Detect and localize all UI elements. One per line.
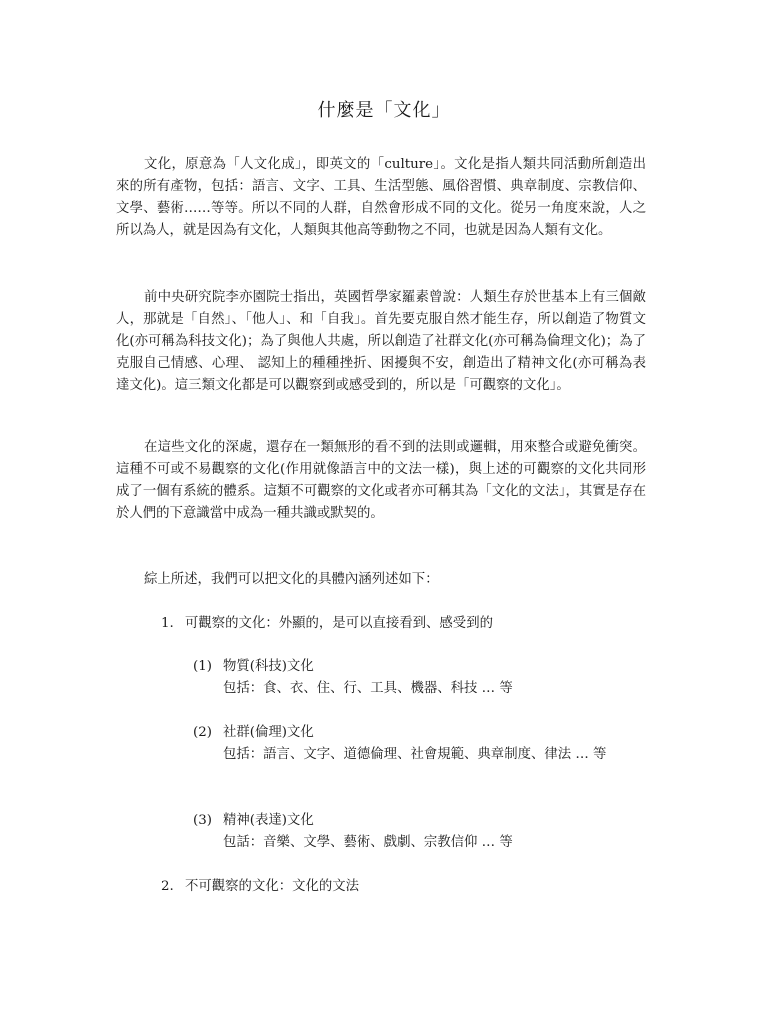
- subitem-name: 精神(表達)文化: [223, 813, 314, 828]
- list-item-unobservable-culture: [161, 876, 359, 898]
- paragraph-summary-intro: 綜上所述，我們可以把文化的具體內涵列述如下：: [144, 572, 439, 587]
- list-number: 1.: [161, 616, 174, 631]
- list-number: 2.: [161, 879, 174, 894]
- subitem-name: 物質(科技)文化: [223, 659, 314, 674]
- subitem-material-culture: [193, 656, 653, 700]
- page-title: 什麼是「文化」: [317, 100, 451, 121]
- subitem-number: (1): [193, 659, 212, 674]
- list-item-text: 可觀察的文化：外顯的，是可以直接看到、感受到的: [185, 616, 493, 631]
- subitem-spiritual-culture: [193, 810, 653, 854]
- subitem-number: (3): [193, 813, 212, 828]
- subitem-social-culture: [193, 722, 653, 766]
- list-item-text: 不可觀察的文化：文化的文法: [185, 879, 360, 894]
- subitem-detail: 包話：音樂、文學、藝術、戲劇、宗教信仰 … 等: [223, 835, 513, 850]
- subitem-detail: 包括：語言、文字、道德倫理、社會規範、典章制度、律法 … 等: [223, 747, 607, 762]
- paragraph-definition: 文化，原意為「人文化成」，即英文的「culture」。文化是指人類共同活動所創造出來的所有產物，包括：語言、文字、工具、生活型態、風俗習慣、典章制度、宗教信仰、文學、藝術……等等。所以不同的人群，自然會形成不同的文化。從另一角度來說，人之所以為人，就是因為有文化，人類與其他高等動物之不同，也就是因為人類有文化。: [116, 157, 646, 238]
- subitem-name: 社群(倫理)文化: [223, 725, 314, 740]
- subitem-number: (2): [193, 725, 212, 740]
- list-item-observable-culture: [161, 613, 493, 635]
- subitem-detail: 包括：食、衣、住、行、工具、機器、科技 … 等: [223, 681, 513, 696]
- paragraph-cultural-grammar: 在這些文化的深處，還存在一類無形的看不到的法則或邏輯，用來整合或避免衝突。這種不可或不易觀察的文化(作用就像語言中的文法一樣)，與上述的可觀察的文化共同形成了一個有系統的體系。這類不可觀察的文化或者亦可稱其為「文化的文法」，其實是存在於人們的下意識當中成為一種共識或默契的。: [116, 440, 646, 521]
- paragraph-three-enemies: 前中央研究院李亦園院士指出，英國哲學家羅素曾說：人類生存於世基本上有三個敵人，那就是「自然」、「他人」、和「自我」。首先要克服自然才能生存，所以創造了物質文化(亦可稱為科技文化)；為了與他人共處，所以創造了社群文化(亦可稱為倫理文化)；為了克服自己情感、心理、 認知上的種種挫折、困擾與不安，創造出了精神文化(亦可稱為表達文化)。這三類文化都是可以觀察到或感受到的，所以是「可觀察的文化」。: [116, 290, 646, 393]
